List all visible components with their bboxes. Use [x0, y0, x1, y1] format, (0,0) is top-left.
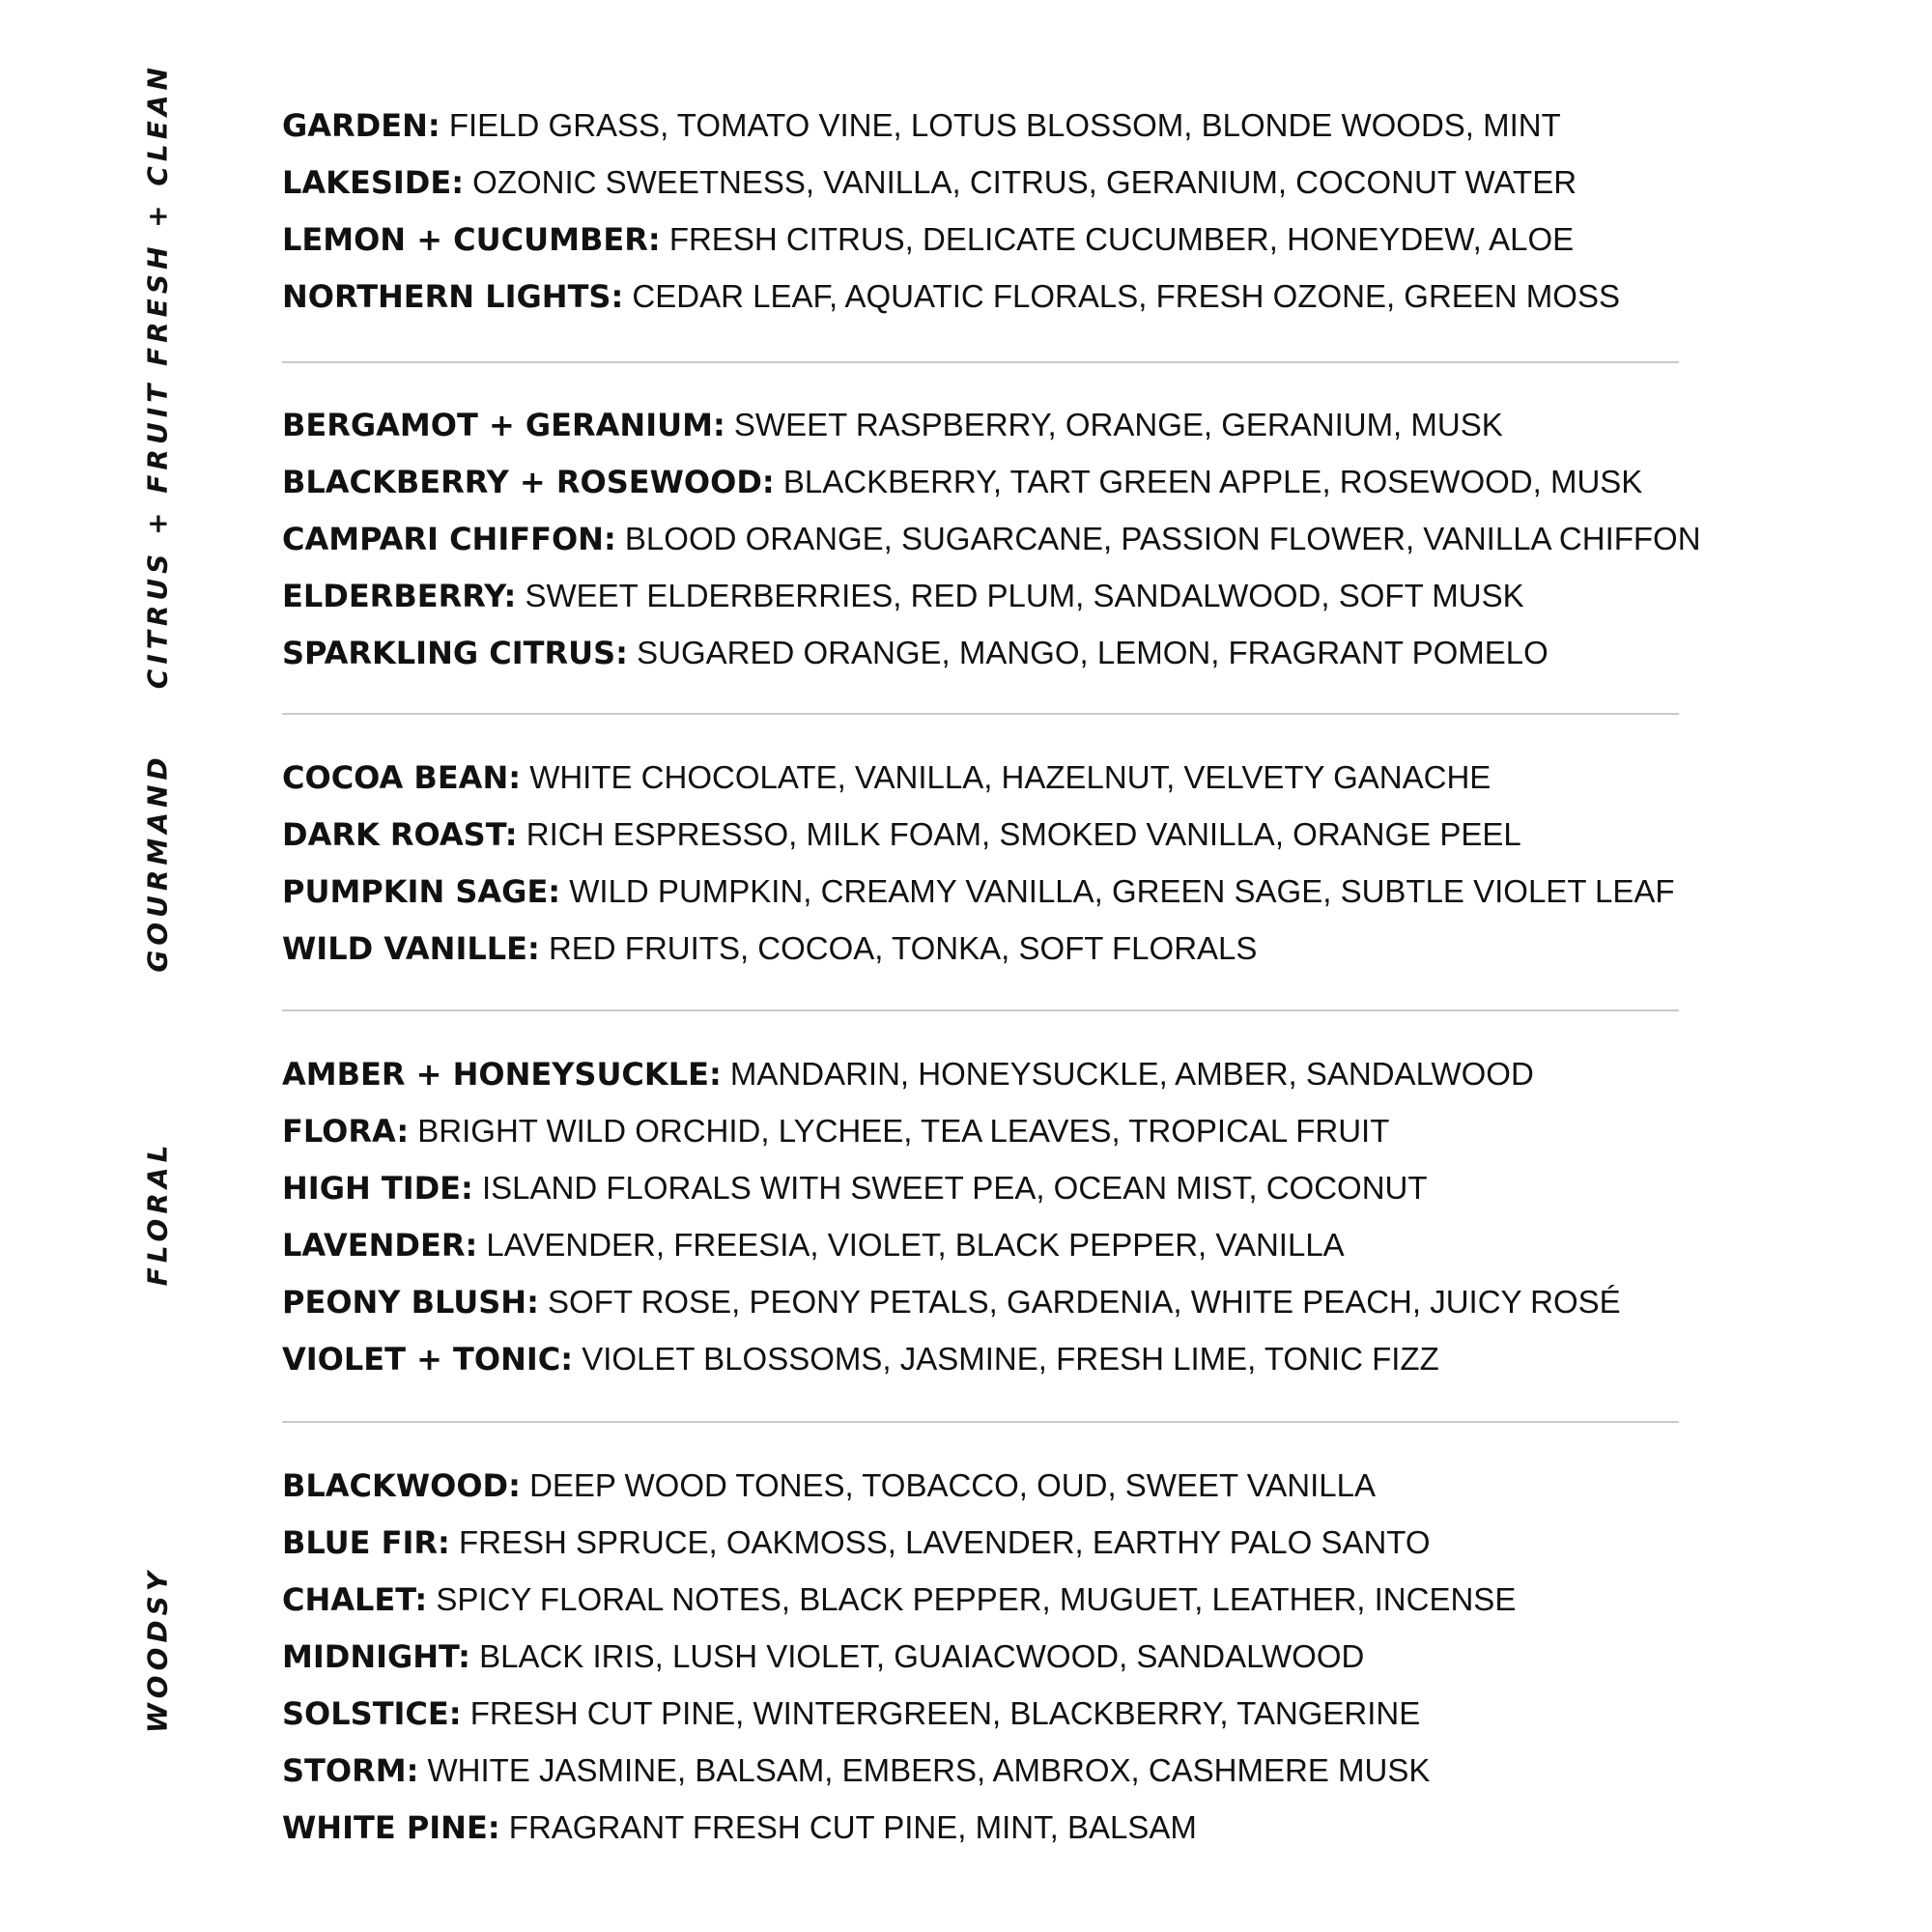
- scent-name: ELDERBERRY:: [282, 578, 517, 614]
- scent-notes: BLACK IRIS, LUSH VIOLET, GUAIACWOOD, SANDALWOOD: [479, 1638, 1365, 1674]
- scent-name: SPARKLING CITRUS:: [282, 635, 628, 671]
- scent-notes: BRIGHT WILD ORCHID, LYCHEE, TEA LEAVES, TROPICAL FRUIT: [417, 1113, 1390, 1149]
- scent-notes: FRAGRANT FRESH CUT PINE, MINT, BALSAM: [508, 1809, 1197, 1845]
- scent-notes: SWEET ELDERBERRIES, RED PLUM, SANDALWOOD, SOFT MUSK: [525, 578, 1524, 613]
- category-label: CITRUS + FRUIT: [141, 379, 174, 690]
- list-item: [282, 1571, 1516, 1628]
- list-item: [282, 268, 1620, 325]
- scent-notes: LAVENDER, FREESIA, VIOLET, BLACK PEPPER, VANILLA: [486, 1227, 1345, 1263]
- scent-notes: SPICY FLORAL NOTES, BLACK PEPPER, MUGUET, LEATHER, INCENSE: [436, 1581, 1517, 1617]
- scent-name: STORM:: [282, 1752, 419, 1789]
- scent-name: DARK ROAST:: [282, 816, 518, 853]
- scent-name: CAMPARI CHIFFON:: [282, 521, 616, 557]
- scent-notes: ISLAND FLORALS WITH SWEET PEA, OCEAN MIST, COCONUT: [482, 1170, 1428, 1206]
- scent-name: AMBER + HONEYSUCKLE:: [282, 1056, 722, 1093]
- category-label: WOODSY: [141, 1566, 174, 1734]
- scent-list: [282, 1045, 1621, 1387]
- scent-name: LEMON + CUCUMBER:: [282, 221, 661, 258]
- list-item: [282, 1273, 1621, 1330]
- scent-notes: DEEP WOOD TONES, TOBACCO, OUD, SWEET VANILLA: [529, 1467, 1376, 1503]
- list-item: [282, 1330, 1621, 1387]
- list-item: [282, 1742, 1516, 1799]
- list-item: [282, 396, 1701, 453]
- scent-notes: WHITE CHOCOLATE, VANILLA, HAZELNUT, VELVETY GANACHE: [529, 759, 1492, 795]
- scent-name: PEONY BLUSH:: [282, 1284, 539, 1321]
- scent-name: HIGH TIDE:: [282, 1170, 473, 1207]
- list-item: [282, 1457, 1516, 1514]
- list-item: [282, 567, 1701, 624]
- scent-name: MIDNIGHT:: [282, 1638, 470, 1675]
- scent-name: LAKESIDE:: [282, 164, 464, 201]
- scent-name: BLACKWOOD:: [282, 1467, 521, 1504]
- scent-name: SOLSTICE:: [282, 1695, 462, 1732]
- list-item: [282, 624, 1701, 681]
- category-label: GOURMAND: [141, 753, 174, 973]
- section-divider: [282, 1421, 1679, 1423]
- list-item: [282, 1685, 1516, 1742]
- list-item: [282, 510, 1701, 567]
- list-item: [282, 863, 1675, 920]
- scent-list: [282, 396, 1701, 681]
- scent-name: CHALET:: [282, 1581, 428, 1618]
- scent-notes: RED FRUITS, COCOA, TONKA, SOFT FLORALS: [548, 930, 1258, 966]
- scent-name: NORTHERN LIGHTS:: [282, 278, 624, 315]
- scent-list: [282, 749, 1675, 977]
- scent-name: FLORA:: [282, 1113, 410, 1150]
- scent-list: [282, 1457, 1516, 1856]
- scent-notes: CEDAR LEAF, AQUATIC FLORALS, FRESH OZONE, GREEN MOSS: [632, 278, 1620, 314]
- list-item: [282, 1159, 1621, 1216]
- scent-name: PUMPKIN SAGE:: [282, 873, 561, 910]
- scent-name: COCOA BEAN:: [282, 759, 522, 796]
- scent-name: BERGAMOT + GERANIUM:: [282, 407, 725, 443]
- scent-name: GARDEN:: [282, 107, 440, 144]
- scent-name: LAVENDER:: [282, 1227, 478, 1264]
- scent-notes: OZONIC SWEETNESS, VANILLA, CITRUS, GERANIUM, COCONUT WATER: [472, 164, 1577, 200]
- scent-notes: VIOLET BLOSSOMS, JASMINE, FRESH LIME, TONIC FIZZ: [582, 1341, 1439, 1377]
- list-item: [282, 453, 1701, 510]
- scent-notes: SUGARED ORANGE, MANGO, LEMON, FRAGRANT POMELO: [637, 635, 1548, 670]
- list-item: [282, 1045, 1621, 1102]
- scent-notes: BLOOD ORANGE, SUGARCANE, PASSION FLOWER, VANILLA CHIFFON: [624, 521, 1701, 556]
- list-item: [282, 97, 1620, 154]
- list-item: [282, 211, 1620, 268]
- list-item: [282, 1514, 1516, 1571]
- scent-notes: SOFT ROSE, PEONY PETALS, GARDENIA, WHITE PEACH, JUICY ROSÉ: [548, 1284, 1621, 1320]
- scent-notes: WHITE JASMINE, BALSAM, EMBERS, AMBROX, CASHMERE MUSK: [427, 1752, 1431, 1788]
- list-item: [282, 1216, 1621, 1273]
- list-item: [282, 1628, 1516, 1685]
- scent-notes: FRESH SPRUCE, OAKMOSS, LAVENDER, EARTHY PALO SANTO: [459, 1524, 1431, 1560]
- scent-name: WHITE PINE:: [282, 1809, 500, 1846]
- scent-name: VIOLET + TONIC:: [282, 1341, 574, 1378]
- list-item: [282, 749, 1675, 806]
- scent-notes: FRESH CITRUS, DELICATE CUCUMBER, HONEYDEW, ALOE: [668, 221, 1575, 257]
- scent-notes: FIELD GRASS, TOMATO VINE, LOTUS BLOSSOM, BLONDE WOODS, MINT: [448, 107, 1561, 143]
- list-item: [282, 806, 1675, 863]
- section-divider: [282, 1009, 1679, 1011]
- scent-notes: MANDARIN, HONEYSUCKLE, AMBER, SANDALWOOD: [729, 1056, 1534, 1092]
- scent-name: BLUE FIR:: [282, 1524, 450, 1561]
- category-label: FLORAL: [141, 1140, 174, 1287]
- scent-notes: BLACKBERRY, TART GREEN APPLE, ROSEWOOD, MUSK: [782, 464, 1643, 499]
- scent-list: [282, 97, 1620, 325]
- scent-notes: FRESH CUT PINE, WINTERGREEN, BLACKBERRY, TANGERINE: [469, 1695, 1421, 1731]
- list-item: [282, 920, 1675, 977]
- list-item: [282, 1102, 1621, 1159]
- category-label: FRESH + CLEAN: [141, 63, 174, 366]
- scent-notes: SWEET RASPBERRY, ORANGE, GERANIUM, MUSK: [733, 407, 1503, 442]
- scent-name: BLACKBERRY + ROSEWOOD:: [282, 464, 775, 500]
- scent-notes: RICH ESPRESSO, MILK FOAM, SMOKED VANILLA, ORANGE PEEL: [526, 816, 1521, 852]
- scent-notes: WILD PUMPKIN, CREAMY VANILLA, GREEN SAGE, SUBTLE VIOLET LEAF: [569, 873, 1675, 909]
- section-divider: [282, 361, 1679, 363]
- scent-name: WILD VANILLE:: [282, 930, 540, 967]
- list-item: [282, 1799, 1516, 1856]
- list-item: [282, 154, 1620, 211]
- section-divider: [282, 713, 1679, 715]
